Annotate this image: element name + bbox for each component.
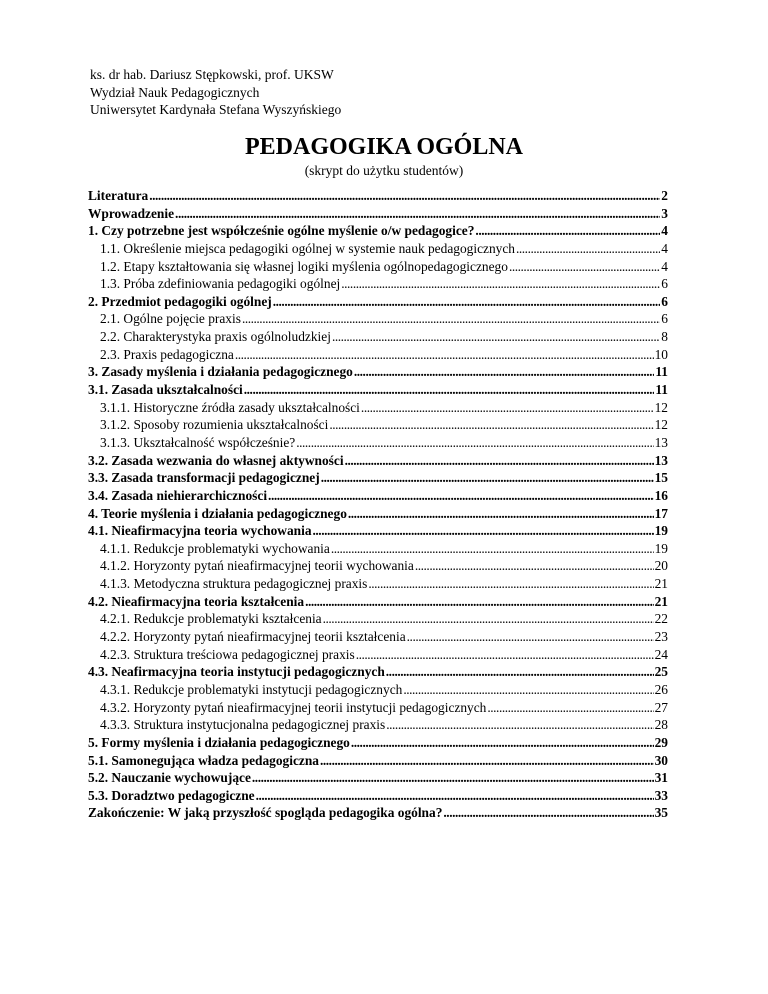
toc-dot-leader — [354, 363, 654, 381]
toc-entry-page: 4 — [661, 240, 668, 256]
toc-entry[interactable] — [88, 258, 668, 276]
toc-dot-leader — [407, 628, 654, 646]
toc-dot-leader — [345, 452, 654, 470]
toc-dot-leader — [242, 310, 660, 328]
toc-entry-page: 12 — [654, 417, 668, 433]
toc-entry[interactable] — [88, 434, 668, 452]
toc-dot-leader — [516, 240, 660, 258]
toc-entry-title: 4.1.3. Metodyczna struktura pedagogicznej praxis — [100, 576, 368, 592]
toc-entry-page: 19 — [654, 523, 668, 539]
toc-entry[interactable] — [88, 646, 668, 664]
toc-entry[interactable] — [88, 452, 668, 470]
toc-entry[interactable] — [88, 699, 668, 717]
toc-dot-leader — [332, 328, 660, 346]
toc-dot-leader — [323, 610, 654, 628]
toc-entry-page: 13 — [654, 434, 668, 450]
toc-entry[interactable] — [88, 240, 668, 258]
toc-entry-page: 27 — [654, 699, 668, 715]
toc-entry-title: 4.3.1. Redukcje problematyki instytucji pedagogicznych — [100, 681, 403, 697]
toc-entry-title: Zakończenie: W jaką przyszłość spogląda pedagogika ogólna? — [88, 805, 443, 821]
toc-entry-page: 11 — [655, 382, 668, 398]
toc-entry[interactable] — [88, 610, 668, 628]
toc-entry[interactable] — [88, 363, 668, 381]
toc-dot-leader — [475, 222, 660, 240]
toc-entry-title: 3.1.1. Historyczne źródła zasady ukształcalności — [100, 399, 360, 415]
toc-entry-title: 4.3.3. Struktura instytucjonalna pedagogicznej praxis — [100, 717, 386, 733]
toc-entry[interactable] — [88, 505, 668, 523]
toc-entry-page: 35 — [654, 805, 668, 821]
toc-entry-page: 33 — [654, 787, 668, 803]
toc-entry-title: 1.1. Określenie miejsca pedagogiki ogólnej w systemie nauk pedagogicznych — [100, 240, 515, 256]
toc-entry[interactable] — [88, 310, 668, 328]
table-of-contents — [88, 187, 668, 822]
toc-entry[interactable] — [88, 469, 668, 487]
toc-entry-title: Literatura — [88, 188, 149, 203]
toc-entry-page: 17 — [654, 505, 668, 521]
toc-dot-leader — [256, 787, 654, 805]
document-subtitle: (skrypt do użytku studentów) — [304, 163, 464, 178]
toc-entry-title: 5.1. Samonegująca władza pedagogiczna — [88, 752, 319, 768]
toc-entry-title: 1.3. Próba zdefiniowania pedagogiki ogólnej — [100, 276, 341, 292]
toc-entry-page: 20 — [654, 558, 668, 574]
toc-entry[interactable] — [88, 716, 668, 734]
toc-entry[interactable] — [88, 346, 668, 364]
toc-entry-page: 26 — [654, 681, 668, 697]
toc-dot-leader — [361, 399, 654, 417]
toc-dot-leader — [149, 187, 660, 205]
toc-entry[interactable] — [88, 381, 668, 399]
toc-entry[interactable] — [88, 804, 668, 822]
toc-entry-title: 3.4. Zasada niehierarchiczności — [88, 487, 268, 503]
toc-dot-leader — [443, 804, 653, 822]
toc-entry[interactable] — [88, 205, 668, 223]
toc-dot-leader — [296, 434, 653, 452]
toc-entry-page: 2 — [661, 188, 668, 203]
toc-entry[interactable] — [88, 522, 668, 540]
toc-dot-leader — [509, 258, 660, 276]
toc-entry[interactable] — [88, 787, 668, 805]
toc-dot-leader — [175, 205, 660, 223]
toc-dot-leader — [403, 681, 653, 699]
toc-dot-leader — [273, 293, 661, 311]
toc-entry-page: 25 — [654, 664, 668, 680]
toc-dot-leader — [386, 716, 653, 734]
toc-entry-title: 4.1.2. Horyzonty pytań nieafirmacyjnej teorii wychowania — [100, 558, 414, 574]
toc-entry-title: 4.3. Neafirmacyjna teoria instytucji pedagogicznych — [88, 664, 385, 680]
toc-entry-title: 5. Formy myślenia i działania pedagogicznego — [88, 734, 350, 750]
toc-entry-page: 6 — [661, 293, 668, 309]
toc-dot-leader — [252, 769, 654, 787]
toc-entry[interactable] — [88, 416, 668, 434]
toc-entry[interactable] — [88, 187, 668, 205]
toc-dot-leader — [386, 663, 654, 681]
toc-entry-title: 3.1.3. Ukształcalność współcześnie? — [100, 434, 296, 450]
toc-entry-page: 6 — [661, 276, 668, 292]
toc-dot-leader — [268, 487, 654, 505]
document-title: PEDAGOGIKA OGÓLNA — [244, 134, 524, 160]
toc-dot-leader — [351, 734, 654, 752]
toc-dot-leader — [341, 275, 660, 293]
author-block — [90, 66, 341, 119]
toc-entry-title: 2. Przedmiot pedagogiki ogólnej — [88, 293, 272, 309]
toc-entry-title: 5.3. Doradztwo pedagogiczne — [88, 787, 255, 803]
toc-entry-page: 8 — [661, 329, 668, 345]
toc-entry-title: 3.1. Zasada ukształcalności — [88, 382, 243, 398]
toc-entry-page: 21 — [654, 576, 668, 592]
toc-dot-leader — [305, 593, 654, 611]
toc-entry[interactable] — [88, 681, 668, 699]
toc-entry-page: 15 — [654, 470, 668, 486]
toc-entry-page: 31 — [654, 770, 668, 786]
toc-dot-leader — [348, 505, 654, 523]
toc-dot-leader — [320, 752, 654, 770]
toc-entry-title: 2.3. Praxis pedagogiczna — [100, 346, 234, 362]
toc-entry-page: 4 — [661, 223, 668, 239]
toc-dot-leader — [487, 699, 653, 717]
toc-entry[interactable] — [88, 593, 668, 611]
toc-entry-title: 4.2.3. Struktura treściowa pedagogicznej praxis — [100, 646, 355, 662]
author-name: ks. dr hab. Dariusz Stępkowski, prof. UKSW — [90, 67, 334, 82]
toc-entry[interactable] — [88, 575, 668, 593]
toc-entry-page: 28 — [654, 717, 668, 733]
toc-entry-title: 4.2. Nieafirmacyjna teoria kształcenia — [88, 593, 305, 609]
toc-entry-title: 3. Zasady myślenia i działania pedagogicznego — [88, 364, 353, 380]
toc-entry-title: 4.1.1. Redukcje problematyki wychowania — [100, 540, 330, 556]
toc-dot-leader — [331, 540, 654, 558]
toc-entry[interactable] — [88, 275, 668, 293]
toc-entry-page: 16 — [654, 487, 668, 503]
toc-entry-title: 3.1.2. Sposoby rozumienia ukształcalności — [100, 417, 329, 433]
toc-entry-title: 1.2. Etapy kształtowania się własnej logiki myślenia ogólnopedagogicznego — [100, 258, 508, 274]
toc-entry-page: 22 — [654, 611, 668, 627]
toc-entry-title: 3.3. Zasada transformacji pedagogicznej — [88, 470, 320, 486]
toc-entry-title: 4.1. Nieafirmacyjna teoria wychowania — [88, 523, 312, 539]
toc-entry[interactable] — [88, 769, 668, 787]
toc-entry-page: 23 — [654, 629, 668, 645]
toc-entry[interactable] — [88, 752, 668, 770]
toc-dot-leader — [368, 575, 653, 593]
toc-entry-page: 10 — [654, 346, 668, 362]
toc-entry[interactable] — [88, 293, 668, 311]
toc-entry[interactable] — [88, 487, 668, 505]
toc-dot-leader — [329, 416, 653, 434]
toc-dot-leader — [235, 346, 654, 364]
toc-dot-leader — [313, 522, 654, 540]
toc-entry-title: 4.2.2. Horyzonty pytań nieafirmacyjnej teorii kształcenia — [100, 629, 406, 645]
author-university: Uniwersytet Kardynała Stefana Wyszyńskiego — [90, 102, 342, 117]
toc-entry-title: 4. Teorie myślenia i działania pedagogicznego — [88, 505, 347, 521]
toc-entry-page: 30 — [654, 752, 668, 768]
toc-entry-page: 12 — [654, 399, 668, 415]
toc-entry-title: 4.2.1. Redukcje problematyki kształcenia — [100, 611, 322, 627]
toc-entry[interactable] — [88, 399, 668, 417]
toc-entry-title: 4.3.2. Horyzonty pytań nieafirmacyjnej teorii instytucji pedagogicznych — [100, 699, 487, 715]
toc-entry-title: 2.1. Ogólne pojęcie praxis — [100, 311, 241, 327]
toc-dot-leader — [415, 557, 654, 575]
toc-dot-leader — [244, 381, 655, 399]
toc-dot-leader — [356, 646, 654, 664]
toc-entry-page: 21 — [654, 593, 668, 609]
toc-entry-page: 24 — [654, 646, 668, 662]
toc-entry-title: 5.2. Nauczanie wychowujące — [88, 770, 251, 786]
author-faculty: Wydział Nauk Pedagogicznych — [90, 84, 260, 100]
toc-entry[interactable] — [88, 222, 668, 240]
toc-entry-page: 13 — [654, 452, 668, 468]
toc-entry-title: Wprowadzenie — [88, 205, 175, 221]
toc-entry-page: 4 — [661, 258, 668, 274]
toc-entry-page: 29 — [654, 734, 668, 750]
toc-entry-title: 2.2. Charakterystyka praxis ogólnoludzkiej — [100, 329, 331, 345]
toc-entry[interactable] — [88, 663, 668, 681]
toc-entry[interactable] — [88, 328, 668, 346]
toc-entry[interactable] — [88, 734, 668, 752]
toc-entry-title: 1. Czy potrzebne jest współcześnie ogólne myślenie o/w pedagogice? — [88, 223, 475, 239]
toc-entry-page: 11 — [655, 364, 668, 380]
toc-entry-page: 3 — [661, 205, 668, 221]
toc-entry-page: 19 — [654, 540, 668, 556]
toc-entry[interactable] — [88, 557, 668, 575]
toc-entry[interactable] — [88, 628, 668, 646]
toc-entry[interactable] — [88, 540, 668, 558]
toc-entry-page: 6 — [661, 311, 668, 327]
toc-dot-leader — [321, 469, 654, 487]
toc-entry-title: 3.2. Zasada wezwania do własnej aktywności — [88, 452, 344, 468]
